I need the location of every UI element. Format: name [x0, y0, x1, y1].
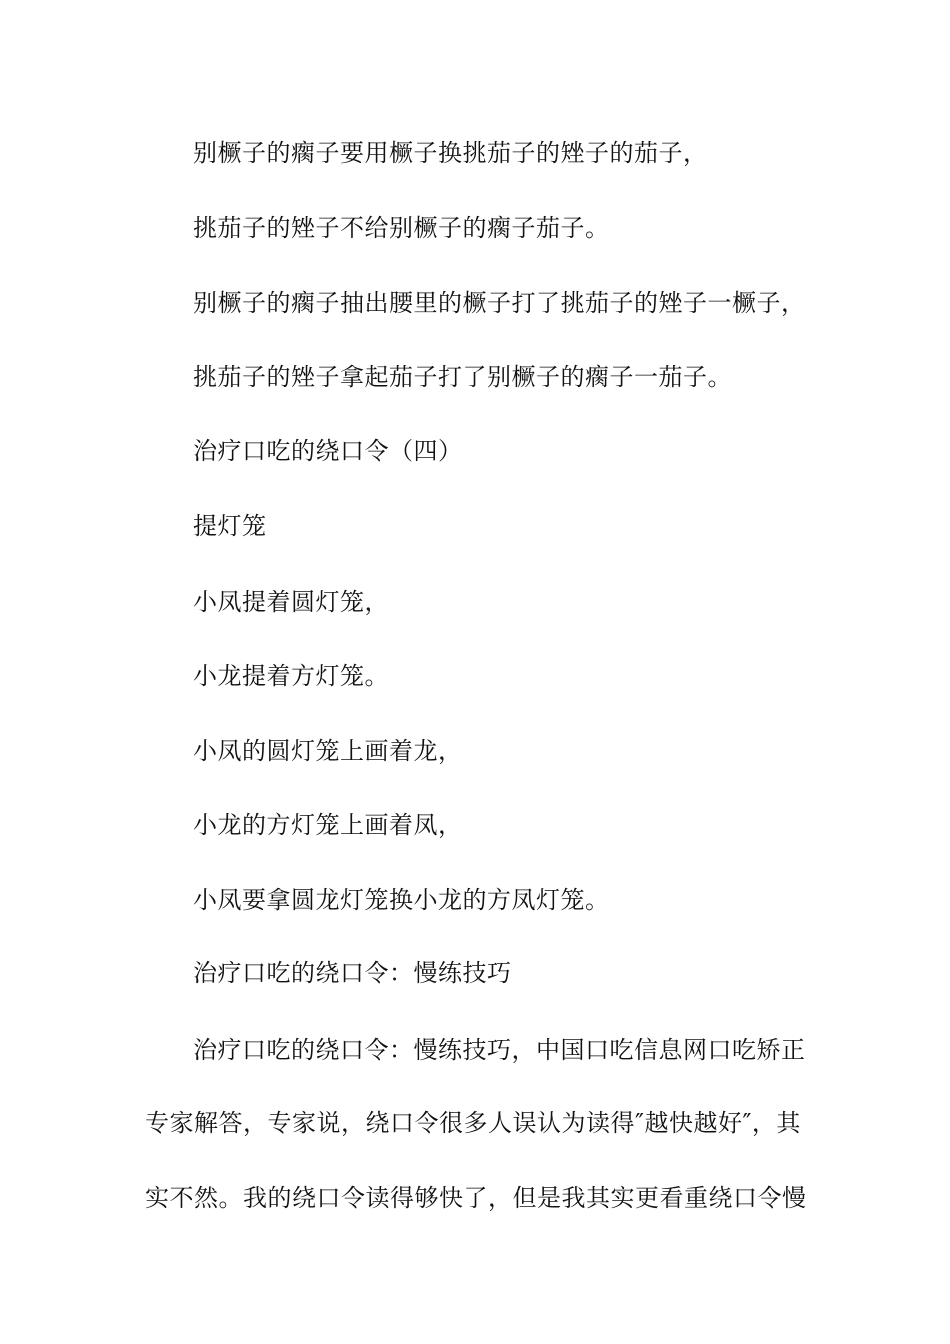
text-line: 小龙提着方灯笼。 — [193, 662, 389, 690]
text-line: 挑茄子的矬子不给别橛子的瘸子茄子。 — [193, 214, 610, 242]
section-heading: 治疗口吃的绕口令：慢练技巧 — [193, 959, 512, 987]
section-heading: 治疗口吃的绕口令（四） — [193, 437, 463, 465]
text-line: 别橛子的瘸子要用橛子换挑茄子的矬子的茄子， — [193, 139, 708, 167]
poem-title: 提灯笼 — [193, 512, 267, 540]
text-line: 小凤提着圆灯笼， — [193, 588, 389, 616]
text-line: 小凤要拿圆龙灯笼换小龙的方凤灯笼。 — [193, 886, 610, 914]
text-line: 小凤的圆灯笼上画着龙， — [193, 737, 463, 765]
paragraph-line: 实不然。我的绕口令读得够快了，但是我其实更看重绕口令慢 — [145, 1184, 807, 1212]
text-line: 小龙的方灯笼上画着凤， — [193, 811, 463, 839]
text-line: 别橛子的瘸子抽出腰里的橛子打了挑茄子的矬子一橛子， — [193, 289, 806, 317]
paragraph-line: 治疗口吃的绕口令：慢练技巧，中国口吃信息网口吃矫正 — [193, 1036, 806, 1064]
paragraph-line: 专家解答，专家说，绕口令很多人误认为读得″越快越好″，其 — [145, 1109, 801, 1137]
text-line: 挑茄子的矬子拿起茄子打了别橛子的瘸子一茄子。 — [193, 363, 732, 391]
